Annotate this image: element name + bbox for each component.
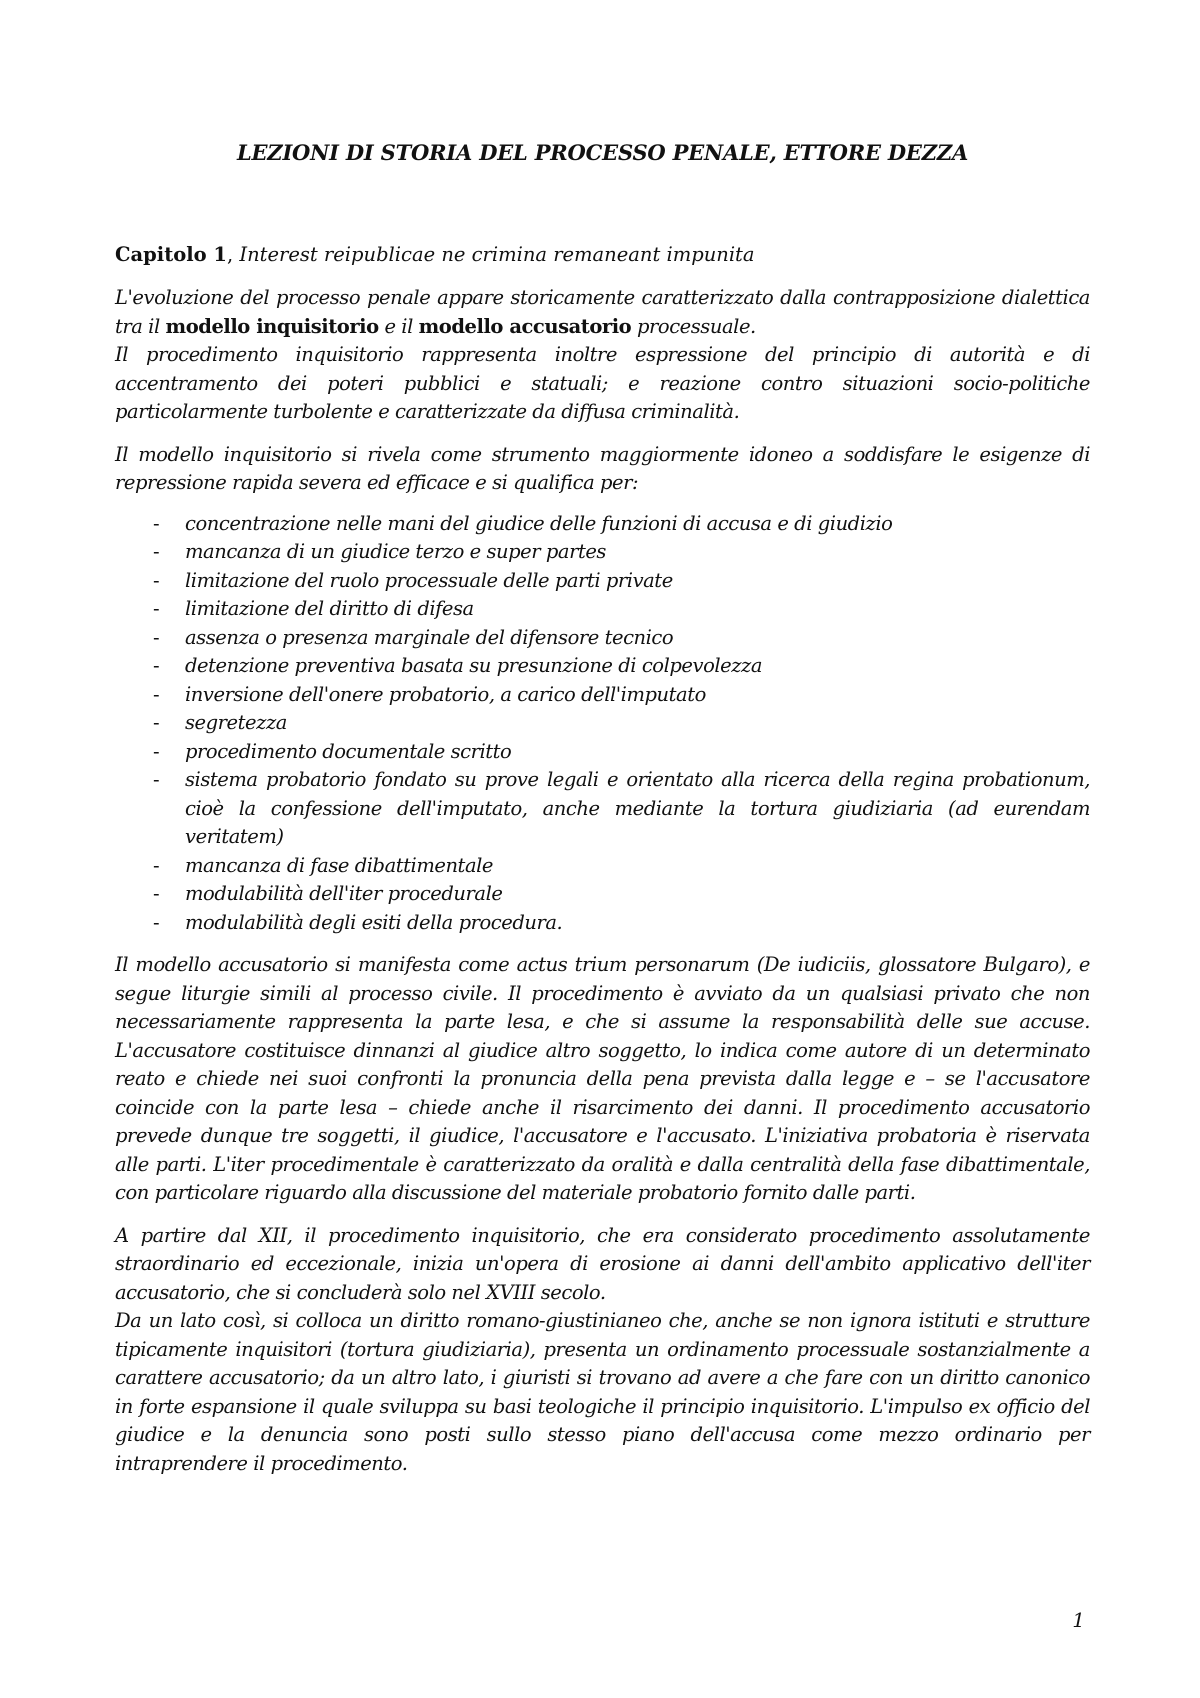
feature-item-text: mancanza di fase dibattimentale [185,853,494,877]
feature-list-item [115,852,1090,881]
history-paragraph-1: A partire dal XII, il procedimento inquisitorio, che era considerato procedimento assolutamente straordinario ed eccezionale, inizia un'opera di erosione ai danni dell'ambito applicativo dell'iter accusatorio, che si concluderà solo nel XVIII secolo. [115,1223,1090,1304]
feature-list-item [115,624,1090,653]
list-bullet: - [153,625,160,649]
chapter-label: Capitolo 1 [115,243,227,266]
list-bullet: - [153,739,160,763]
feature-list-item [115,595,1090,624]
feature-list-item [115,880,1090,909]
feature-list-item [115,909,1090,938]
list-bullet: - [153,597,160,620]
feature-item-text: procedimento documentale scritto [185,739,512,763]
intro-text-2: e il [378,314,419,338]
list-bullet: - [153,682,160,706]
chapter-subtitle: Interest reipublicae ne crimina remaneant impunita [239,243,755,266]
list-bullet: - [153,540,160,563]
feature-item-text: assenza o presenza marginale del difensore tecnico [185,625,674,649]
list-bullet: - [153,882,160,905]
intro-paragraph [115,284,1090,341]
page-number: 1 [1072,1608,1085,1632]
list-bullet: - [153,853,160,877]
chapter-separator: , [226,243,240,266]
feature-list-item [115,567,1090,596]
list-bullet: - [153,768,160,791]
feature-list-item [115,652,1090,681]
feature-list-item [115,709,1090,738]
list-bullet: - [153,511,160,535]
feature-item-text: mancanza di un giudice terzo e super partes [185,540,606,563]
intro-text-3: processuale. [631,314,756,338]
intro-bold-accusatorio: modello accusatorio [418,314,632,338]
list-bullet: - [153,568,160,592]
feature-item-text: segretezza [185,711,287,734]
feature-item-text: concentrazione nelle mani del giudice delle funzioni di accusa e di giudizio [185,511,893,535]
history-paragraph-2: Da un lato così, si colloca un diritto romano-giustinianeo che, anche se non ignora istituti e strutture tipicamente inquisitori (tortura giudiziaria), presenta un ordinamento processuale sostanzialmente a carattere accusatorio; da un altro lato, i giuristi si trovano ad avere a che fare con un diritto canonico in forte espansione il quale sviluppa su basi teologiche il principio inquisitorio. L'impulso ex officio del giudice e la denuncia sono posti sullo stesso piano dell'accusa come mezzo ordinario per intraprendere il procedimento. [115,1309,1090,1475]
feature-item-text: limitazione del ruolo processuale delle parti private [185,568,673,592]
feature-item-text: limitazione del diritto di difesa [185,597,474,620]
feature-item-text: sistema probatorio fondato su prove legali e orientato alla ricerca della regina probationum, cioè la confessione dell'imputato, anche mediante la tortura giudiziaria (ad eurendam veritatem) [185,768,1090,848]
feature-list-item [115,766,1090,852]
feature-item-text: detenzione preventiva basata su presunzione di colpevolezza [185,654,763,677]
list-bullet: - [153,711,160,734]
inquisitorio-feature-list [115,510,1090,938]
feature-item-text: inversione dell'onere probatorio, a carico dell'imputato [185,682,706,706]
feature-list-item [115,538,1090,567]
chapter-heading [115,243,1090,266]
feature-list-item [115,738,1090,767]
intro-paragraph-2: Il procedimento inquisitorio rappresenta inoltre espressione del principio di autorità e di accentramento dei poteri pubblici e statuali; e reazione contro situazioni socio-politiche particolarmente turbolente e caratterizzate da diffusa criminalità. [115,343,1090,423]
feature-list-item [115,681,1090,710]
list-bullet: - [153,910,160,934]
inquisitorio-intro: Il modello inquisitorio si rivela come strumento maggiormente idoneo a soddisfare le esigenze di repressione rapida severa ed efficace e si qualifica per: [115,442,1090,494]
list-bullet: - [153,654,160,677]
intro-text-1: L'evoluzione del processo penale appare storicamente caratterizzato dalla contrapposizione dialettica tra il [115,286,1090,338]
feature-item-text: modulabilità degli esiti della procedura. [185,910,563,934]
feature-item-text: modulabilità dell'iter procedurale [185,882,503,905]
intro-bold-inquisitorio: modello inquisitorio [165,314,379,338]
document-title: LEZIONI DI STORIA DEL PROCESSO PENALE, ETTORE DEZZA [236,140,969,165]
accusatorio-paragraph: Il modello accusatorio si manifesta come actus trium personarum (De iudiciis, glossatore Bulgaro), e segue liturgie simili al processo civile. Il procedimento è avviato da un qualsiasi privato che non necessariamente rappresenta la parte lesa, e che si assume la responsabilità delle sue accuse. L'accusatore costituisce dinnanzi al giudice altro soggetto, lo indica come autore di un determinato reato e chiede nei suoi confronti la pronuncia della pena prevista dalla legge e – se l'accusatore coincide con la parte lesa – chiede anche il risarcimento dei danni. Il procedimento accusatorio prevede dunque tre soggetti, il giudice, l'accusatore e l'accusato. L'iniziativa probatoria è riservata alle parti. L'iter procedimentale è caratterizzato da oralità e dalla centralità della fase dibattimentale, con particolare riguardo alla discussione del materiale probatorio fornito dalle parti. [115,953,1090,1204]
feature-list-item [115,510,1090,539]
